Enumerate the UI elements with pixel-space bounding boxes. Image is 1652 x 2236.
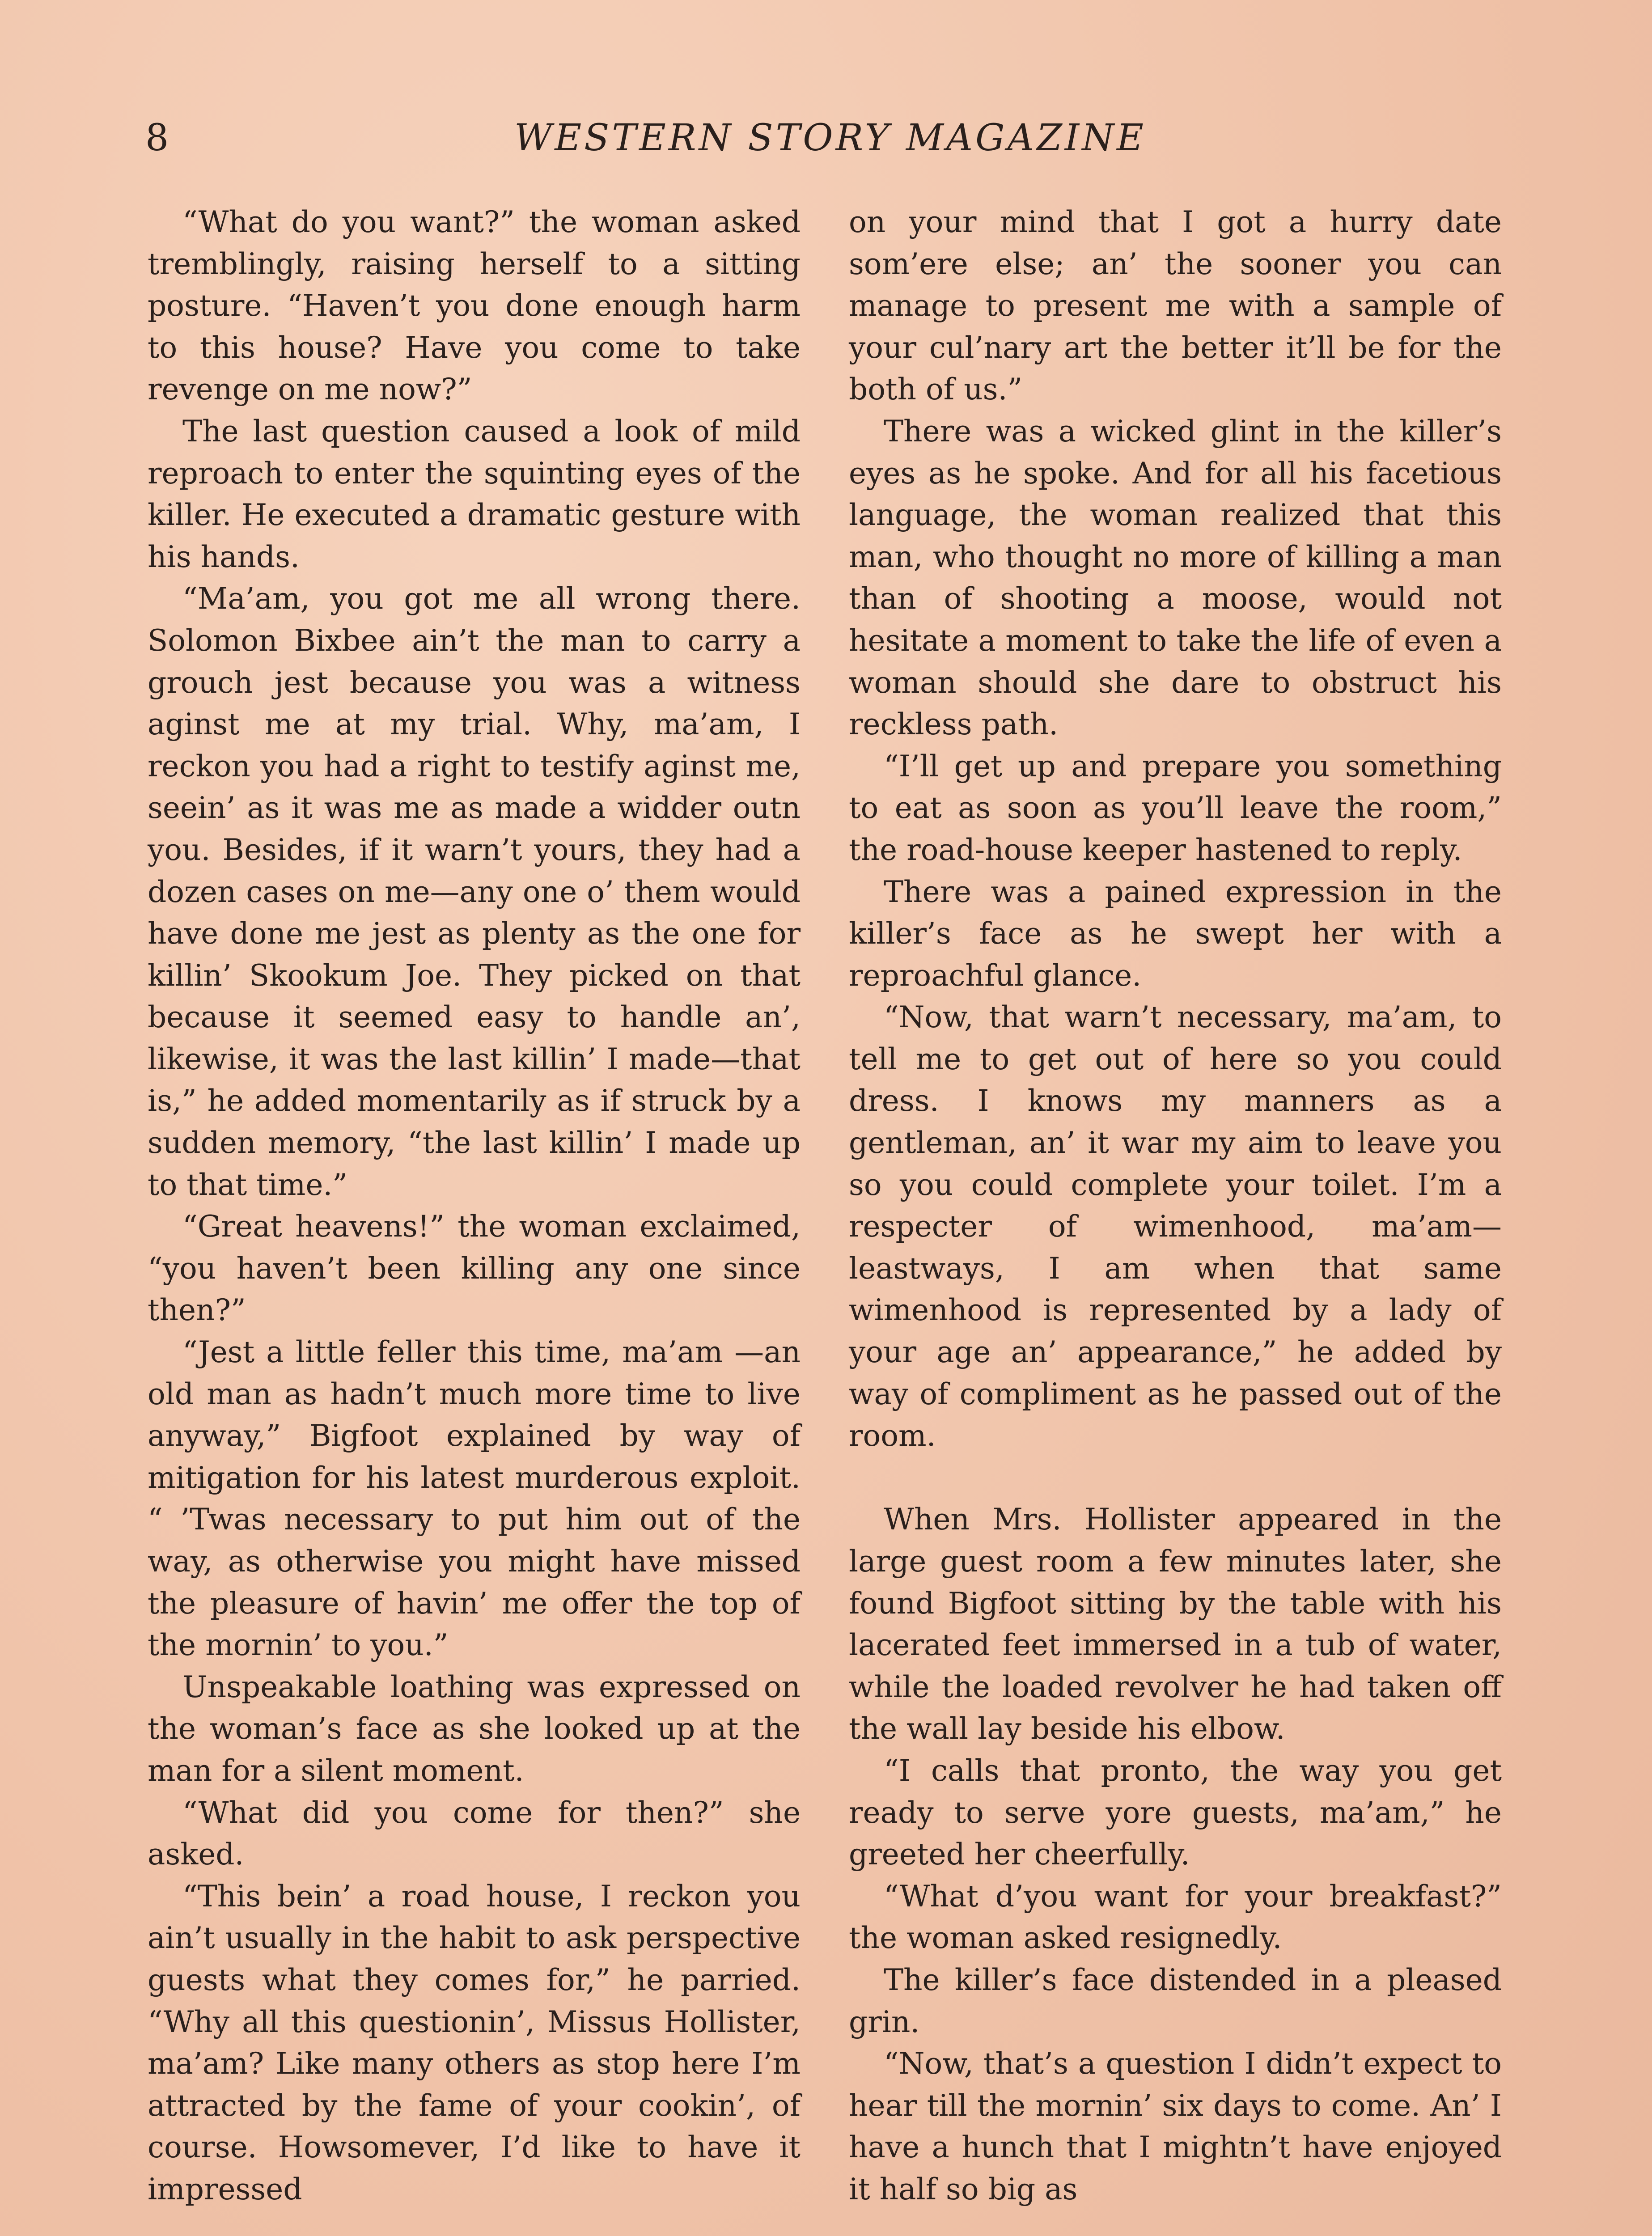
running-title: WESTERN STORY MAGAZINE — [514, 117, 1146, 159]
paragraph: “I’ll get up and prepare you something to eat as soon as you’ll leave the room,” the road-house keeper hastened to reply. — [849, 749, 1502, 867]
left-column — [148, 201, 801, 2211]
paragraph: “What did you come for then?” she asked. — [148, 1795, 801, 1872]
paragraph: The last question caused a look of mild reproach to enter the squinting eyes of the killer. He executed a dramatic gesture with his hands. — [148, 414, 801, 574]
paragraph: “Jest a little feller this time, ma’am —an old man as hadn’t much more time to live anyway,” Bigfoot explained by way of mitigation for his latest murderous exploit. “ ’Twas necessary to put him out of the way, as otherwise you might have missed the pleasure of havin’ me offer the top of the mornin’ to you.” — [148, 1335, 801, 1663]
paragraph: “Ma’am, you got me all wrong there. Solomon Bixbee ain’t the man to carry a grouch jest because you was a witness aginst me at my trial. Why, ma’am, I reckon you had a right to testify aginst me, seein’ as it was me as made a widder outn you. Besides, if it warn’t yours, they had a dozen cases on me—any one o’ them would have done me jest as plenty as the one for killin’ Skookum Joe. They picked on that because it seemed easy to handle an’, likewise, it was the last killin’ I made—that is,” he added momentarily as if struck by a sudden memory, “the last killin’ I made up to that time.” — [148, 581, 801, 1202]
paragraph-continuation: on your mind that I got a hurry date som’ere else; an’ the sooner you can manage to present me with a sample of your cul’nary art the better it’ll be for the both of us.” — [849, 205, 1502, 407]
paragraph: “What do you want?” the woman asked tremblingly, raising herself to a sitting posture. “Haven’t you done enough harm to this house? Have you come to take revenge on me now?” — [148, 205, 801, 407]
paragraph: There was a pained expression in the killer’s face as he swept her with a reproachful glance. — [849, 874, 1502, 993]
paragraph: Unspeakable loathing was expressed on the woman’s face as she looked up at the man for a silent moment. — [148, 1669, 801, 1788]
paragraph: “Great heavens!” the woman exclaimed, “you haven’t been killing any one since then?” — [148, 1209, 801, 1328]
paragraph: “I calls that pronto, the way you get ready to serve yore guests, ma’am,” he greeted her cheerfully. — [849, 1753, 1502, 1872]
paragraph: “Now, that warn’t necessary, ma’am, to tell me to get out of here so you could dress. I knows my manners as a gentleman, an’ it war my aim to leave you so you could complete your toilet. I’m a respecter of wimenhood, ma’am—leastways, I am when that same wimenhood is represented by a lady of your age an’ appearance,” he added by way of compliment as he passed out of the room. — [849, 1000, 1502, 1453]
paragraph: The killer’s face distended in a pleased grin. — [849, 1962, 1502, 2039]
right-column — [849, 201, 1502, 2211]
page-number: 8 — [145, 117, 169, 159]
paragraph: There was a wicked glint in the killer’s eyes as he spoke. And for all his facetious language, the woman realized that this man, who thought no more of killing a man than of shooting a moose, would not hesitate a moment to take the life of even a woman should she dare to obstruct his reckless path. — [849, 414, 1502, 742]
paragraph: “What d’you want for your breakfast?” the woman asked resignedly. — [849, 1879, 1502, 1956]
paragraph-section-start: When Mrs. Hollister appeared in the large guest room a few minutes later, she found Bigfoot sitting by the table with his lacerated feet immersed in a tub of water, while the loaded revolver he had taken off the wall lay beside his elbow. — [849, 1502, 1502, 1746]
paragraph: “Now, that’s a question I didn’t expect to hear till the mornin’ six days to come. An’ I have a hunch that I mightn’t have enjoyed it half so big as — [849, 2046, 1502, 2206]
paragraph: “This bein’ a road house, I reckon you ain’t usually in the habit to ask perspective guests what they comes for,” he parried. “Why all this questionin’, Missus Hollister, ma’am? Like many others as stop here I’m attracted by the fame of your cookin’, of course. Howsomever, I’d like to have it impressed — [148, 1879, 801, 2206]
